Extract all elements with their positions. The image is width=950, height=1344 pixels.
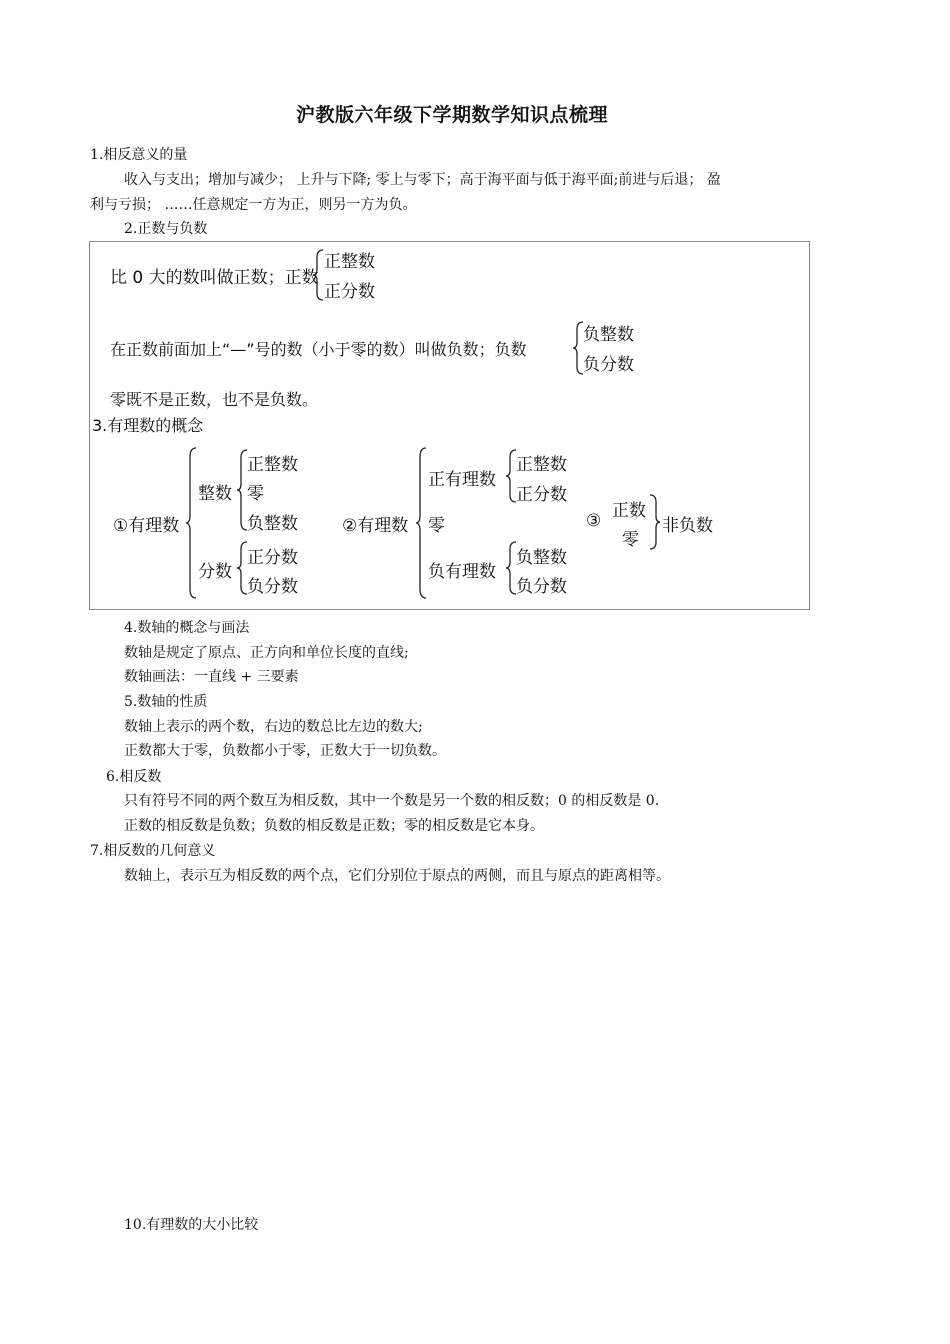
section-5-line-2: 正数都大于零，负数都小于零，正数大于一切负数。 xyxy=(124,743,446,759)
c2-positive-integer: 正整数 xyxy=(516,455,567,475)
c2-outer-brace xyxy=(416,447,428,599)
c3-non-negative: 非负数 xyxy=(662,516,713,536)
c2-negative-integer: 负整数 xyxy=(516,548,567,568)
section-1-line-2: 利与亏损； ……任意规定一方为正，则另一方为负。 xyxy=(90,197,417,213)
section-3-heading: 3.有理数的概念 xyxy=(92,416,204,435)
section-7-line-1: 数轴上，表示互为相反数的两个点，它们分别位于原点的两侧，而且与原点的距离相等。 xyxy=(124,868,670,884)
c2-positive-fraction: 正分数 xyxy=(516,485,567,505)
negative-integer: 负整数 xyxy=(583,325,634,345)
page-title: 沪教版六年级下学期数学知识点梳理 xyxy=(296,104,609,126)
section-6-line-2: 正数的相反数是负数；负数的相反数是正数；零的相反数是它本身。 xyxy=(124,818,544,834)
section-4-line-1: 数轴是规定了原点、正方向和单位长度的直线; xyxy=(124,645,409,661)
negative-fraction: 负分数 xyxy=(583,355,634,375)
c2-negative-fraction: 负分数 xyxy=(516,577,567,597)
c2-positive-rational: 正有理数 xyxy=(428,470,496,490)
c1-positive-integer: 正整数 xyxy=(247,455,298,475)
c1-fraction: 分数 xyxy=(198,562,232,582)
c1-outer-brace xyxy=(186,447,198,599)
c1-negative-integer: 负整数 xyxy=(247,514,298,534)
section-4-line-2: 数轴画法：一直线 + 三要素 xyxy=(124,669,299,685)
c3-right-brace xyxy=(648,494,660,550)
c3-label: ③ xyxy=(586,511,602,531)
section-1-heading: 1.相反意义的量 xyxy=(90,147,188,163)
zero-note: 零既不是正数，也不是负数。 xyxy=(110,390,319,409)
c1-integer: 整数 xyxy=(198,484,232,504)
c3-positive: 正数 xyxy=(612,501,646,521)
c2-rational-label: ②有理数 xyxy=(342,516,409,536)
positive-definition: 比 0 大的数叫做正数；正数 xyxy=(110,268,319,288)
section-5-heading: 5.数轴的性质 xyxy=(124,694,208,710)
c3-zero: 零 xyxy=(622,530,639,550)
section-6-heading: 6.相反数 xyxy=(106,769,162,785)
section-7-heading: 7.相反数的几何意义 xyxy=(90,843,216,859)
section-6-line-1: 只有符号不同的两个数互为相反数，其中一个数是另一个数的相反数；0 的相反数是 0. xyxy=(124,793,660,809)
section-4-heading: 4.数轴的概念与画法 xyxy=(124,620,250,636)
section-5-line-1: 数轴上表示的两个数，右边的数总比左边的数大; xyxy=(124,719,423,735)
c2-negative-rational: 负有理数 xyxy=(428,562,496,582)
positive-fraction: 正分数 xyxy=(324,282,375,302)
negative-definition: 在正数前面加上“—”号的数（小于零的数）叫做负数；负数 xyxy=(110,340,527,359)
c1-zero: 零 xyxy=(247,484,264,504)
section-10-heading: 10.有理数的大小比较 xyxy=(124,1217,259,1233)
section-2-heading: 2.正数与负数 xyxy=(124,221,208,237)
c1-negative-fraction: 负分数 xyxy=(247,577,298,597)
section-1-line-1: 收入与支出；增加与减少； 上升与下降; 零上与零下；高于海平面与低于海平面;前进与后退； 盈 xyxy=(124,172,721,188)
c2-zero: 零 xyxy=(428,516,445,536)
c1-positive-fraction: 正分数 xyxy=(247,548,298,568)
positive-integer: 正整数 xyxy=(324,252,375,272)
c1-rational-label: ①有理数 xyxy=(113,516,180,536)
